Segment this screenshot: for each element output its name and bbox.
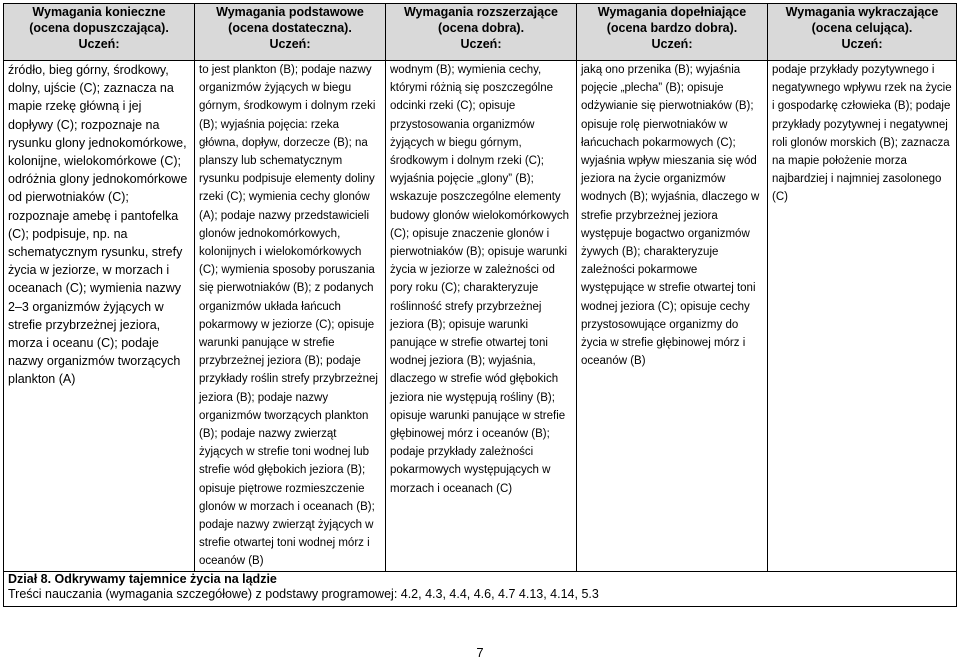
column-grade: (ocena celująca). [811,21,913,35]
cell-dopelniajace: jaką ono przenika (B); wyjaśnia pojęcie „plecha” (B); opisuje odżywianie się pierwotniaków (B); opisuje rolę pierwotniaków w łańcuchach pokarmowych (C); wyjaśnia wpływ mieszania się wód jeziora na życie organizmów wodnych (B); wyjaśnia, dlaczego w strefie przybrzeżnej jeziora występuje bogactwo organizmów żywych (B); charakteryzuje zależności pokarmowe występujące w strefie otwartej toni wodnej jeziora (C); opisuje cechy przystosowujące organizmy do życia w strefie głębinowej mórz i oceanów (B) [577,61,768,572]
header-row [4,4,957,61]
column-header-wykraczajace [768,4,957,61]
column-grade: (ocena dobra). [437,21,525,35]
column-header-dopelniajace [577,4,768,61]
column-grade: (ocena dostateczna). [228,21,352,35]
column-header-podstawowe [195,4,386,61]
column-grade: (ocena dopuszczająca). [29,21,169,35]
section-title: Dział 8. Odkrywamy tajemnice życia na lądzie [8,571,277,586]
page-number: 7 [476,645,484,660]
requirements-table [3,3,957,607]
column-title: Wymagania rozszerzające [403,5,558,19]
cell-wykraczajace: podaje przykłady pozytywnego i negatywnego wpływu rzek na życie i gospodarkę człowieka (B); podaje przykłady pozytywnej i negatywnej roli glonów morskich (B); zaznacza na mapie położenie morza najbardziej i najmniej zasolonego (C) [768,61,957,572]
cell-konieczne: źródło, bieg górny, środkowy, dolny, ujście (C); zaznacza na mapie rzekę główną i jej dopływy (C); rozpoznaje na rysunku glony jednokomórkowe, kolonijne, wielokomórkowe (C); odróżnia glony jednokomórkowe od pierwotniaków (C); rozpoznaje amebę i pantofelka (C); podpisuje, np. na schematycznym rysunku, strefy życia w jeziorze, w morzach i oceanach (C); wymienia nazwy 2–3 organizmów żyjących w strefie przybrzeżnej jeziora, morza i oceanu (C); podaje nazwy organizmów tworzących plankton (A) [4,61,195,572]
column-title: Wymagania dopełniające [597,5,747,19]
section-row [4,571,957,606]
column-title: Wymagania konieczne [32,5,166,19]
column-student: Uczeń: [269,37,311,51]
requirements-row [4,61,957,572]
column-header-rozszerzajace [386,4,577,61]
column-student: Uczeń: [78,37,120,51]
column-grade: (ocena bardzo dobra). [606,21,738,35]
curriculum-reference: Treści nauczania (wymagania szczegółowe) z podstawy programowej: 4.2, 4.3, 4.4, 4.6, 4.7 4.13, 4.14, 5.3 [8,586,599,601]
column-student: Uczeń: [460,37,502,51]
column-student: Uczeń: [651,37,693,51]
column-title: Wymagania wykraczające [785,5,939,19]
cell-rozszerzajace: wodnym (B); wymienia cechy, którymi różnią się poszczególne odcinki rzeki (C); opisuje przystosowania organizmów żyjących w biegu górnym, środkowym i dolnym rzeki (C); wyjaśnia pojęcie „glony” (B); wskazuje poszczególne elementy budowy glonów wielokomórkowych (C); opisuje znaczenie glonów i pierwotniaków (B); opisuje warunki życia w jeziorze w zależności od pory roku (C); charakteryzuje roślinność strefy przybrzeżnej jeziora (B); opisuje warunki panujące w strefie otwartej toni wodnej jeziora (B); wyjaśnia, dlaczego w strefie wód głębokich jeziora nie występują rośliny (B); opisuje warunki panujące w strefie głębinowej mórz i oceanów (B); podaje przykłady zależności pokarmowych występujących w morzach i oceanach (C) [386,61,577,572]
column-title: Wymagania podstawowe [216,5,364,19]
column-header-konieczne [4,4,195,61]
column-student: Uczeń: [841,37,883,51]
section-cell [4,571,957,606]
cell-podstawowe: to jest plankton (B); podaje nazwy organizmów żyjących w biegu górnym, środkowym i dolnym rzeki (B); wyjaśnia pojęcia: rzeka główna, dopływ, dorzecze (B); na planszy lub schematycznym rysunku podpisuje elementy doliny rzeki (C); wymienia cechy glonów (A); podaje nazwy przedstawicieli glonów jednokomórkowych, kolonijnych i wielokomórkowych (C); wymienia sposoby poruszania się pierwotniaków (B); z podanych organizmów układa łańcuch pokarmowy w jeziorze (C); opisuje warunki panujące w strefie przybrzeżnej jeziora (B); podaje przykłady roślin strefy przybrzeżnej jeziora (B); podaje nazwy organizmów tworzących plankton (B); podaje nazwy zwierząt żyjących w strefie toni wodnej lub strefie wód głębokich jeziora (B); opisuje piętrowe rozmieszczenie glonów w morzach i oceanach (B); podaje nazwy zwierząt żyjących w strefie otwartej toni wodnej mórz i oceanów (B) [195,61,386,572]
